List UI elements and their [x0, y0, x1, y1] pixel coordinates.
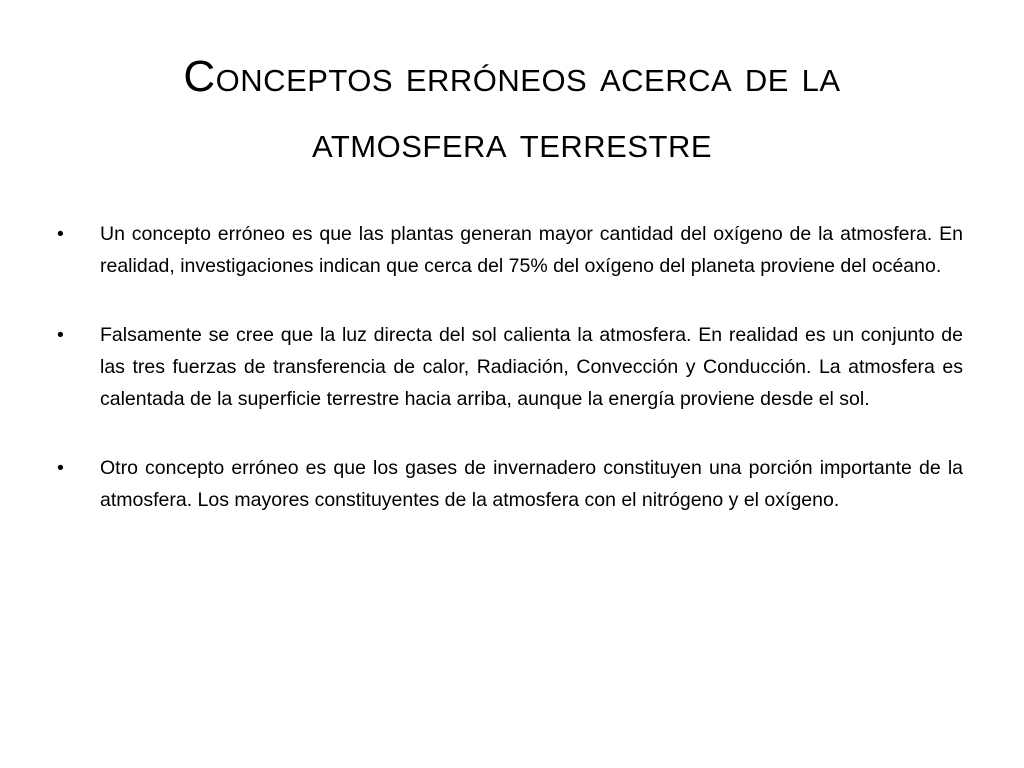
bullet-icon: •	[57, 457, 64, 479]
bullet-icon: •	[57, 223, 64, 245]
bullet-text: Otro concepto erróneo es que los gases de invernadero constituyen una porción importante de la atmosfera. Los mayores constituyentes de la atmosfera con el nitrógeno y el oxígeno.	[100, 457, 963, 511]
bullet-list	[57, 218, 963, 553]
bullet-text: Un concepto erróneo es que las plantas generan mayor cantidad del oxígeno de la atmosfera. En realidad, investigaciones indican que cerca del 75% del oxígeno del planeta proviene del océano.	[100, 223, 963, 277]
slide-title: Conceptos erróneos acerca de la atmosfera terrestre	[183, 52, 841, 167]
bullet-item	[57, 452, 963, 516]
bullet-item	[57, 218, 963, 282]
bullet-icon: •	[57, 324, 64, 346]
bullet-item	[57, 319, 963, 415]
bullet-text: Falsamente se cree que la luz directa del sol calienta la atmosfera. En realidad es un conjunto de las tres fuerzas de transferencia de calor, Radiación, Convección y Conducción. La atmosfera es calentada de la superficie terrestre hacia arriba, aunque la energía proviene desde el sol.	[100, 324, 963, 410]
